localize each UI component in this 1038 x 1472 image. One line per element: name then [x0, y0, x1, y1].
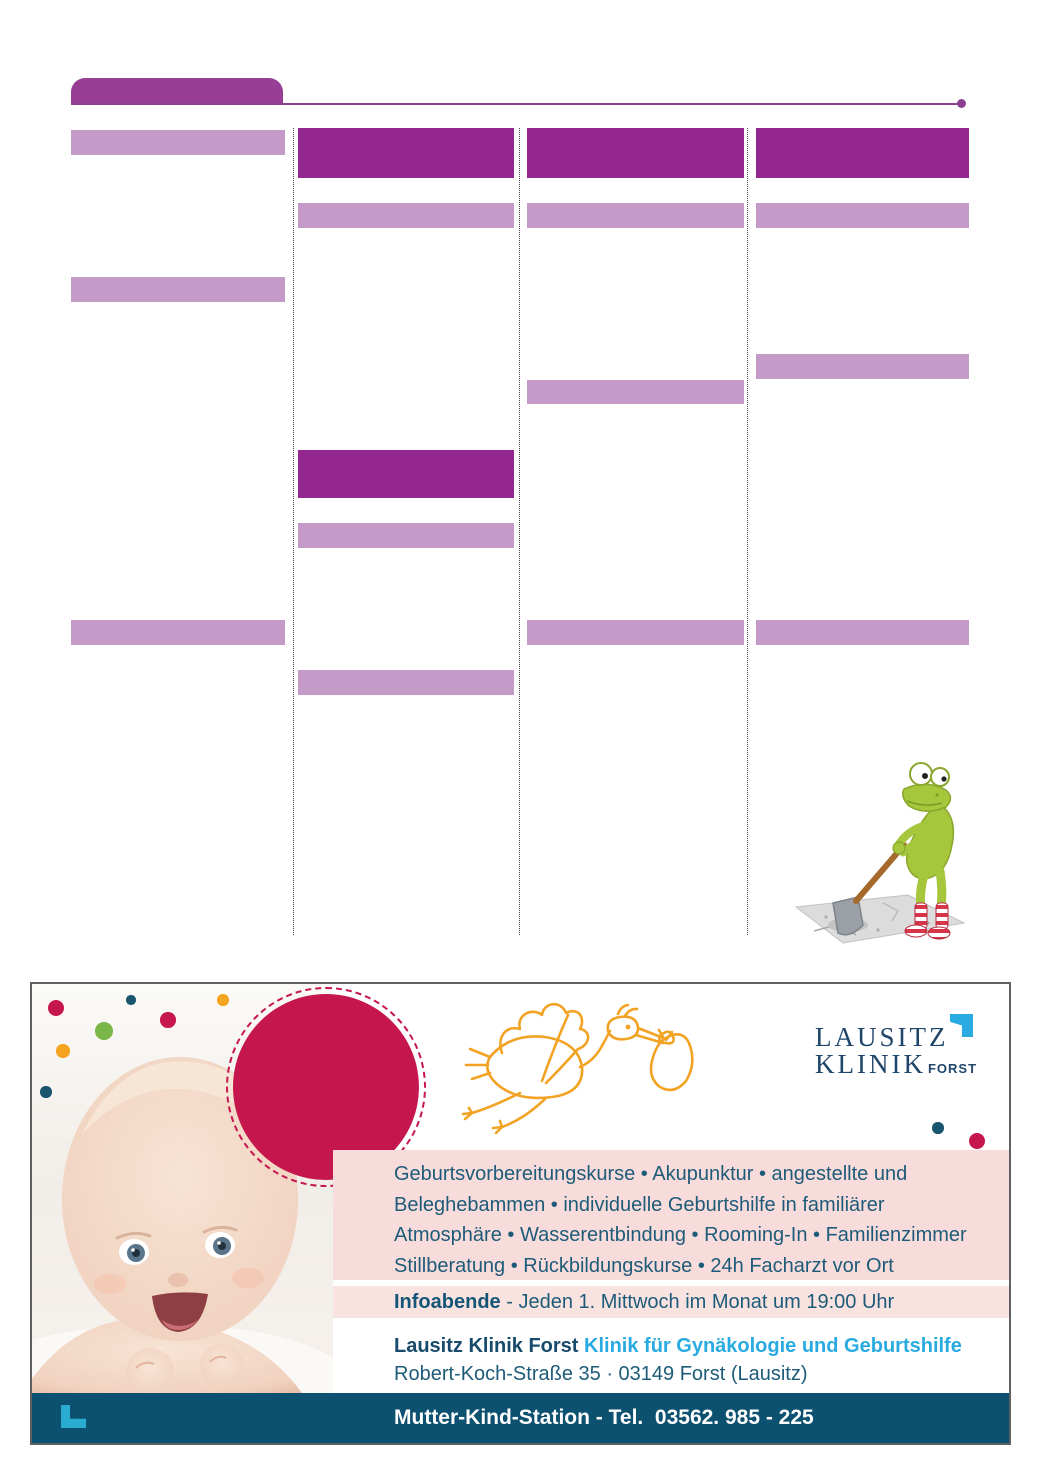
schedule-bar	[298, 203, 514, 228]
services-line: Beleghebammen • individuelle Geburtshilfe in familiärer	[394, 1193, 885, 1216]
confetti-dot	[160, 1012, 175, 1027]
column-separator	[747, 128, 748, 935]
services-line: Atmosphäre • Wasserentbindung • Rooming-In • Familienzimmer	[394, 1224, 967, 1246]
logo-suffix: FORST	[927, 1061, 978, 1076]
clinic-name-line	[394, 1335, 962, 1358]
column-separator	[519, 128, 520, 935]
services-line: Geburtsvorbereitungskurse • Akupunktur • angestellte und	[394, 1163, 908, 1185]
confetti-dot	[217, 994, 228, 1005]
stork-illustration	[450, 995, 700, 1135]
schedule-bar	[298, 670, 514, 695]
schedule-bar	[527, 380, 744, 404]
confetti-dot	[40, 1086, 51, 1097]
schedule-bar	[527, 128, 744, 178]
services-line: Stillberatung • Rückbildungskurse • 24h Facharzt vor Ort	[394, 1254, 894, 1277]
info-evenings-label: Infoabende	[394, 1291, 501, 1313]
schedule-bar	[527, 203, 744, 228]
info-evenings-detail: - Jeden 1. Mittwoch im Monat um 19:00 Uhr	[500, 1291, 895, 1313]
footer-phone-bar	[32, 1393, 1009, 1443]
footer-phone-text: Mutter-Kind-Station - Tel. 03562. 985 - 225	[394, 1406, 814, 1429]
schedule-bar	[298, 523, 514, 548]
footer-l-icon	[61, 1405, 86, 1428]
schedule-bar	[298, 450, 514, 498]
logo-line2: KLINIK FORST	[815, 1049, 978, 1079]
clinic-department: Klinik für Gynäkologie und Geburtshilfe	[584, 1335, 962, 1357]
schedule-bar	[756, 203, 969, 228]
clinic-name: Lausitz Klinik Forst	[394, 1335, 585, 1357]
confetti-dot	[56, 1044, 69, 1057]
schedule-bar	[756, 128, 969, 178]
confetti-dot	[932, 1122, 943, 1133]
lausitz-klinik-logo	[815, 1024, 1011, 1114]
schedule-bar	[756, 354, 969, 379]
frog-digging-illustration	[788, 745, 968, 945]
services-text	[394, 1159, 994, 1281]
confetti-dot	[126, 995, 135, 1004]
schedule-bar	[71, 620, 285, 645]
column-separator	[293, 128, 294, 935]
schedule-column	[298, 0, 514, 960]
confetti-dot	[969, 1133, 986, 1150]
clinic-address: Robert-Koch-Straße 35 · 03149 Forst (Lausitz)	[394, 1363, 808, 1385]
schedule-bar	[756, 620, 969, 645]
schedule-bar	[71, 130, 285, 155]
schedule-column	[527, 0, 744, 960]
schedule-bar	[527, 620, 744, 645]
info-evenings-text	[394, 1286, 894, 1318]
schedule-bar	[298, 128, 514, 178]
confetti-dot	[95, 1022, 113, 1040]
schedule-bar	[71, 277, 285, 302]
schedule-column	[71, 0, 285, 960]
logo-line1: LAUSITZ	[815, 1022, 949, 1052]
services-box	[333, 1150, 1009, 1280]
clinic-advertisement	[30, 982, 1011, 1445]
info-evenings-strip	[333, 1286, 1009, 1318]
